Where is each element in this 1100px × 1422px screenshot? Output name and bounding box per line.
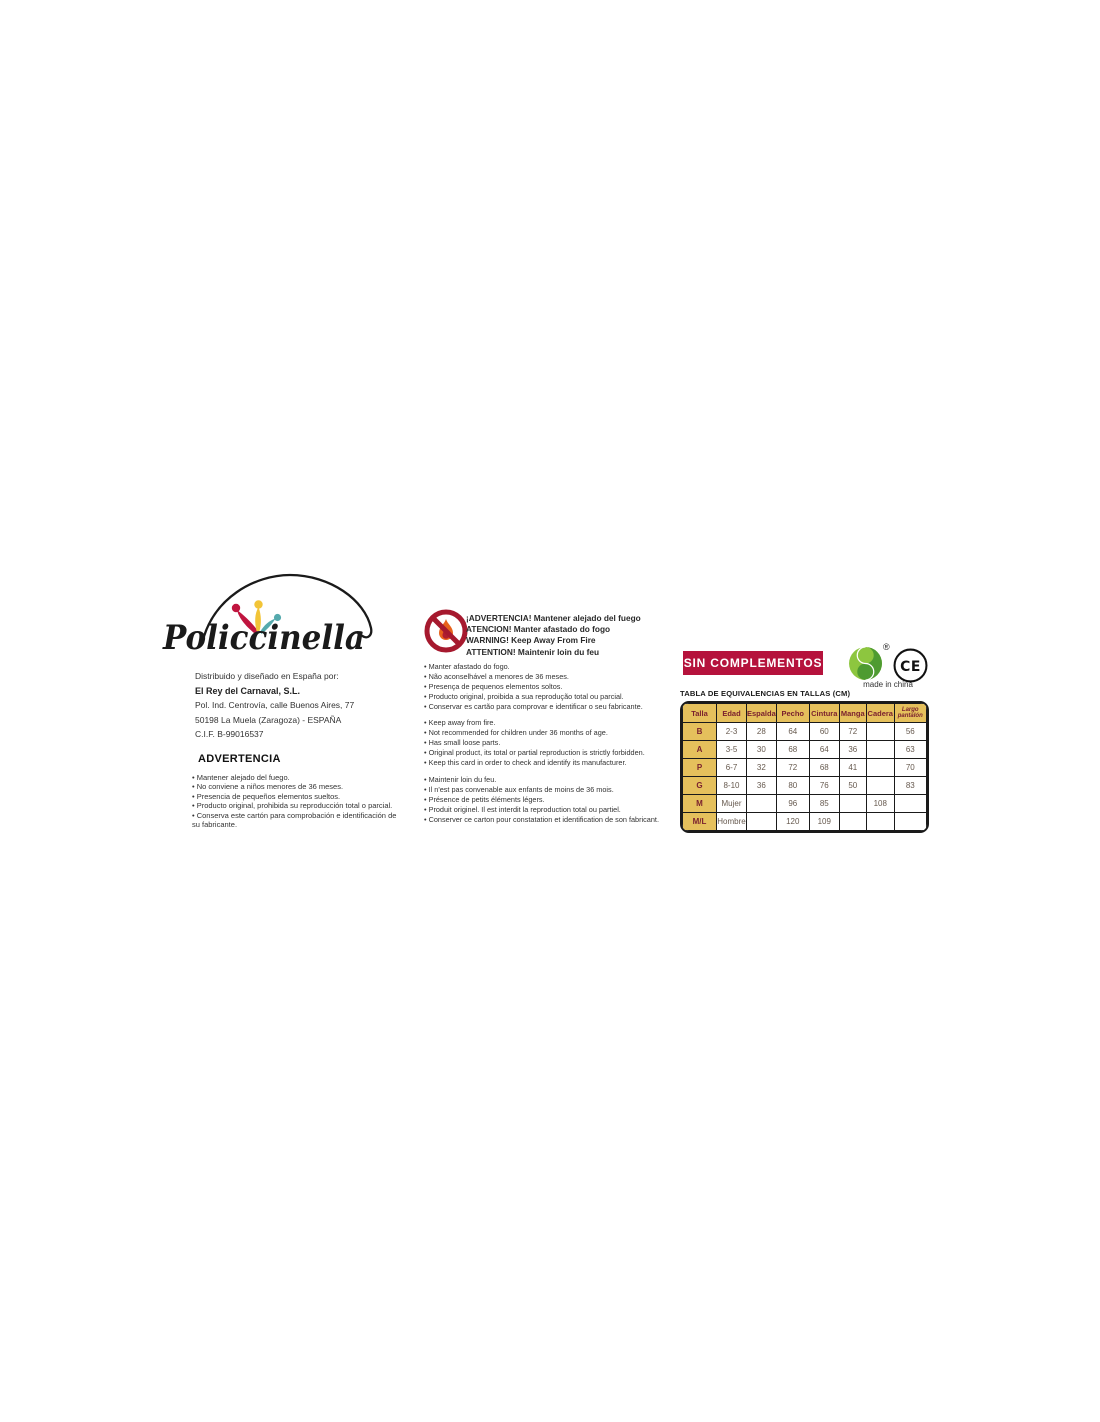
size-header-cell: Talla [683, 704, 717, 723]
advertencia-bullet: • Producto original, prohibida su reproducción total o parcial. [192, 801, 393, 811]
talla-cell: P [683, 759, 717, 777]
size-header-cell: Cadera [866, 704, 894, 723]
advertencia-title: ADVERTENCIA [198, 753, 281, 765]
advertencia-bullet: • Conserva este cartón para comprobación e identificación de su fabricante. [192, 810, 397, 830]
size-cell: 36 [747, 777, 777, 795]
warning-bullet: • Producto original, proibida a sua reprodução total ou parcial. [424, 692, 624, 701]
size-cell: 41 [839, 759, 866, 777]
banner-label: SIN COMPLEMENTOS [683, 656, 823, 670]
size-cell: 64 [776, 723, 809, 741]
size-header-cell: Edad [717, 704, 747, 723]
warning-bullet: • Presença de pequenos elementos soltos. [424, 682, 563, 691]
advertencia-section [192, 753, 407, 829]
distributor-address2: 50198 La Muela (Zaragoza) - ESPAÑA [195, 714, 342, 725]
warnings-portuguese [424, 662, 643, 712]
size-cell: 108 [866, 795, 894, 813]
size-cell [866, 777, 894, 795]
warnings-french [424, 775, 659, 825]
size-cell [866, 723, 894, 741]
size-cell: 85 [809, 795, 839, 813]
size-cell: Mujer [717, 795, 747, 813]
size-cell: 2-3 [717, 723, 747, 741]
size-table [680, 701, 929, 833]
size-table-row [683, 777, 927, 795]
size-cell: 70 [894, 759, 926, 777]
warning-bullet: • Not recommended for children under 36 months of age. [424, 728, 608, 737]
size-cell: 30 [747, 741, 777, 759]
size-cell: 28 [747, 723, 777, 741]
size-header-cell: Largo pantalón [894, 704, 926, 723]
fire-warning-header [466, 613, 641, 658]
fire-warning-line: ATTENTION! Maintenir loin du feu [466, 646, 600, 657]
size-cell: 64 [809, 741, 839, 759]
size-cell [866, 759, 894, 777]
size-cell: 96 [776, 795, 809, 813]
size-cell: 50 [839, 777, 866, 795]
size-cell: 68 [776, 741, 809, 759]
warning-bullet: • Conserver ce carton pour constatation et identification de son fabricant. [424, 815, 659, 824]
warning-bullet: • Conservar es cartão para comprovar e identificar o seu fabricante. [424, 702, 643, 711]
size-cell: 68 [809, 759, 839, 777]
advertencia-bullet: • Mantener alejado del fuego. [192, 773, 290, 782]
size-cell [747, 795, 777, 813]
distributor-address1: Pol. Ind. Centrovía, calle Buenos Aires, 77 [195, 700, 355, 710]
size-cell: 56 [894, 723, 926, 741]
warning-bullet: • Keep this card in order to check and identify its manufacturer. [424, 758, 627, 767]
size-header-cell: Manga [839, 704, 866, 723]
size-cell: 6-7 [717, 759, 747, 777]
distributor-cif: C.I.F. B-99016537 [195, 729, 264, 739]
fire-warning-line: ATENCION! Manter afastado do fogo [466, 624, 611, 635]
warning-bullet: • Keep away from fire. [424, 718, 496, 727]
size-table-row [683, 759, 927, 777]
ce-mark-label: CE [900, 659, 921, 676]
logo-text: Policcinella [162, 618, 365, 658]
fire-warning-line: ¡ADVERTENCIA! Mantener alejado del fuego [466, 613, 641, 623]
size-table-row [683, 795, 927, 813]
registered-trademark-symbol: ® [883, 642, 890, 652]
fire-warning-line: WARNING! Keep Away From Fire [466, 635, 596, 646]
warning-bullet: • Produit originel. Il est interdit la reproduction total ou partiel. [424, 805, 621, 814]
warning-bullet: • Não aconselhável a menores de 36 meses. [424, 672, 569, 681]
warning-bullet: • Maintenir loin du feu. [424, 775, 497, 784]
size-table-row [683, 723, 927, 741]
size-table-row [683, 741, 927, 759]
size-table-header-row [683, 704, 927, 723]
distributor-block [195, 669, 354, 742]
distributor-intro: Distribuido y diseñado en España por: [195, 671, 339, 681]
size-cell: 80 [776, 777, 809, 795]
size-cell: 109 [809, 813, 839, 831]
distributor-name: El Rey del Carnaval, S.L. [195, 685, 301, 696]
size-table-row [683, 813, 927, 831]
warning-bullet: • Original product, its total or partial reproduction is strictly forbidden. [424, 748, 645, 757]
green-dot-recycle-icon [848, 646, 883, 681]
talla-cell: M [683, 795, 717, 813]
size-cell [839, 813, 866, 831]
warning-bullet: • Il n'est pas convenable aux enfants de moins de 36 mois. [424, 785, 614, 794]
size-cell [866, 741, 894, 759]
sin-complementos-banner [683, 651, 823, 675]
size-cell: 32 [747, 759, 777, 777]
size-cell: 60 [809, 723, 839, 741]
size-table-title: TABLA DE EQUIVALENCIAS EN TALLAS (CM) [680, 689, 851, 698]
talla-cell: G [683, 777, 717, 795]
no-fire-icon [424, 609, 468, 653]
size-cell [894, 795, 926, 813]
warning-bullet: • Présence de petits éléments légers. [424, 795, 545, 804]
talla-cell: A [683, 741, 717, 759]
size-cell: 63 [894, 741, 926, 759]
size-header-cell: Cintura [809, 704, 839, 723]
talla-cell: M/L [683, 813, 717, 831]
advertencia-bullet: • Presencia de pequeños elementos sueltos. [192, 791, 341, 801]
warnings-english [424, 718, 645, 768]
warning-bullet: • Manter afastado do fogo. [424, 662, 510, 671]
advertencia-bullets [192, 773, 407, 829]
size-header-cell: Pecho [776, 704, 809, 723]
size-header-cell: Espalda [747, 704, 777, 723]
brand-logo [160, 570, 382, 666]
warning-bullet: • Has small loose parts. [424, 738, 501, 747]
size-cell: 3-5 [717, 741, 747, 759]
size-cell: 120 [776, 813, 809, 831]
size-cell: 72 [839, 723, 866, 741]
advertencia-bullet: • No conviene a niños menores de 36 meses. [192, 782, 344, 792]
size-cell [747, 813, 777, 831]
size-cell: 76 [809, 777, 839, 795]
size-cell: 83 [894, 777, 926, 795]
size-cell: 8-10 [717, 777, 747, 795]
size-cell [839, 795, 866, 813]
size-cell [894, 813, 926, 831]
made-in-label: made in china [863, 680, 913, 689]
talla-cell: B [683, 723, 717, 741]
size-cell [866, 813, 894, 831]
size-cell: 72 [776, 759, 809, 777]
ce-mark-icon [893, 648, 928, 683]
size-cell: Hombre [717, 813, 747, 831]
size-cell: 36 [839, 741, 866, 759]
